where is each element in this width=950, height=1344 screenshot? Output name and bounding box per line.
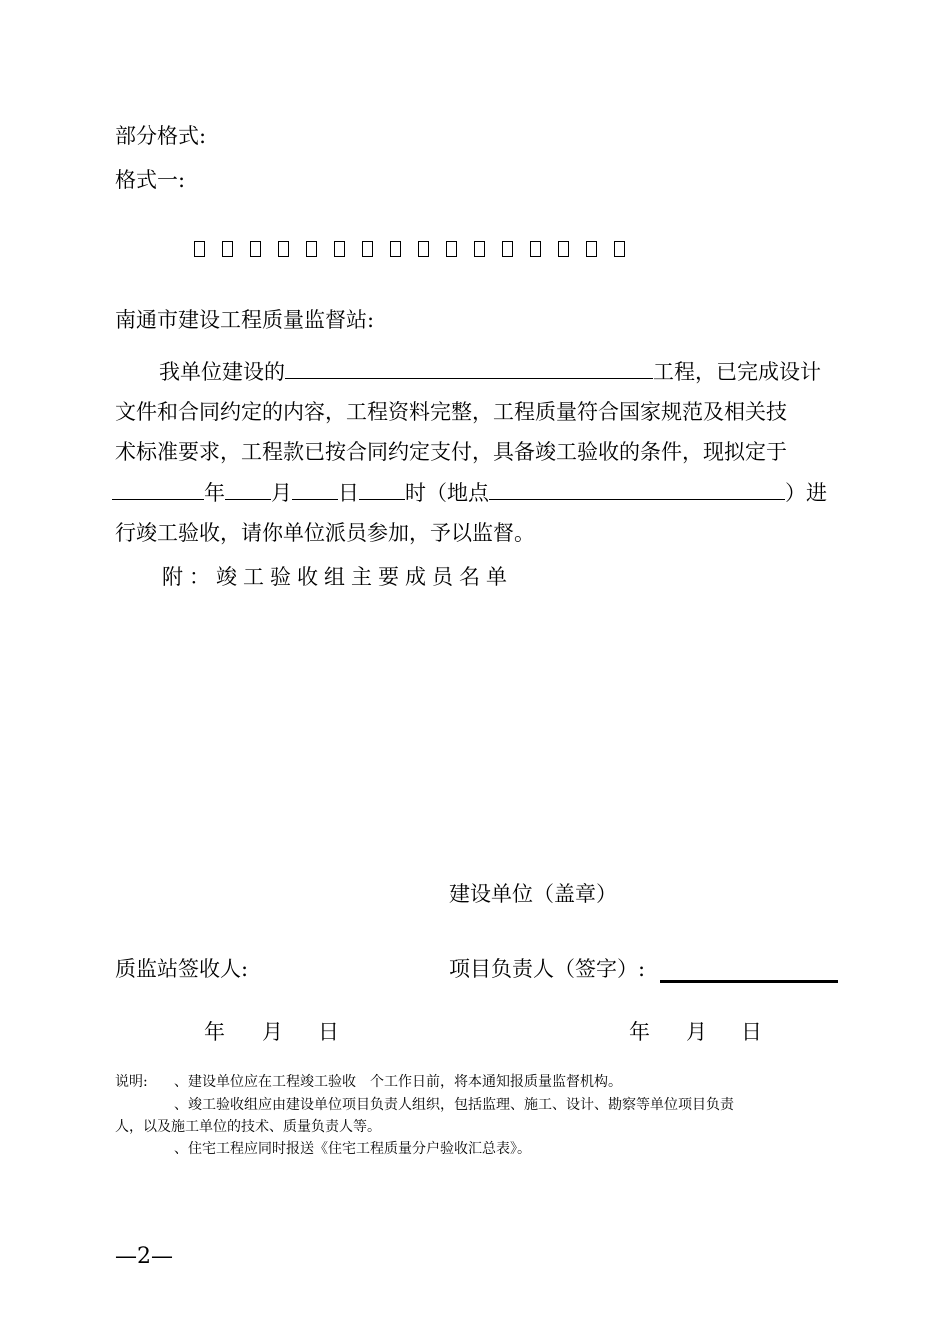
title-placeholder-box (586, 241, 597, 257)
title-placeholder-box (474, 241, 485, 257)
right-date-month: 月 (686, 1020, 707, 1044)
attachment-note: 附：竣工验收组主要成员名单 (162, 565, 513, 589)
hour-blank (359, 479, 405, 500)
body-text-start: 我单位建设的 (159, 360, 285, 384)
title-placeholder-box (250, 241, 261, 257)
title-placeholder-box (530, 241, 541, 257)
title-placeholder-box (362, 241, 373, 257)
title-placeholder-glyphs (194, 241, 625, 257)
format-heading: 格式一: (115, 168, 186, 192)
right-date-day: 日 (741, 1020, 762, 1044)
addressee: 南通市建设工程质量监督站: (115, 308, 375, 332)
title-placeholder-box (418, 241, 429, 257)
body-line4-end: ）进 (785, 481, 827, 505)
year-label: 年 (204, 481, 225, 505)
right-date-year: 年 (629, 1020, 650, 1044)
project-leader-label: 项目负责人（签字）: (449, 957, 646, 981)
notes-label: 说明: (115, 1074, 148, 1090)
note-item-3: 、住宅工程应同时报送《住宅工程质量分户验收汇总表》。 (174, 1141, 531, 1157)
body-line-4 (112, 479, 838, 507)
title-placeholder-box (446, 241, 457, 257)
signature-line (660, 980, 838, 983)
month-blank (225, 479, 271, 500)
title-placeholder-box (502, 241, 513, 257)
title-placeholder-box (194, 241, 205, 257)
note-item-2-continued: 人，以及施工单位的技术、质量负责人等。 (115, 1119, 381, 1135)
left-date-year: 年 (204, 1020, 225, 1044)
title-placeholder-box (334, 241, 345, 257)
body-line-3: 术标准要求，工程款已按合同约定支付，具备竣工验收的条件，现拟定于 (115, 440, 787, 464)
location-blank (489, 479, 785, 500)
hour-location-label: 时（地点 (405, 481, 489, 505)
project-name-blank (285, 358, 653, 379)
title-placeholder-box (278, 241, 289, 257)
body-line-5: 行竣工验收，请你单位派员参加，予以监督。 (115, 521, 535, 545)
title-placeholder-box (558, 241, 569, 257)
year-blank (112, 479, 204, 500)
unit-seal-label: 建设单位（盖章） (449, 882, 617, 906)
day-label: 日 (338, 481, 359, 505)
left-date-month: 月 (262, 1020, 283, 1044)
page-number: —2— (115, 1244, 173, 1269)
day-blank (292, 479, 338, 500)
note-item-1: 、建设单位应在工程竣工验收 个工作日前，将本通知报质量监督机构。 (174, 1074, 622, 1090)
left-date-day: 日 (318, 1020, 339, 1044)
body-line-2: 文件和合同约定的内容，工程资料完整，工程质量符合国家规范及相关技 (115, 400, 787, 424)
station-receiver-label: 质监站签收人: (115, 957, 249, 981)
body-text-line1-end: 工程，已完成设计 (653, 360, 821, 384)
title-placeholder-box (614, 241, 625, 257)
title-placeholder-box (222, 241, 233, 257)
month-label: 月 (271, 481, 292, 505)
note-item-2: 、竣工验收组应由建设单位项目负责人组织，包括监理、施工、设计、勘察等单位项目负责 (174, 1097, 734, 1113)
body-line-1 (115, 358, 837, 386)
title-placeholder-box (306, 241, 317, 257)
title-placeholder-box (390, 241, 401, 257)
section-heading: 部分格式: (115, 124, 207, 148)
